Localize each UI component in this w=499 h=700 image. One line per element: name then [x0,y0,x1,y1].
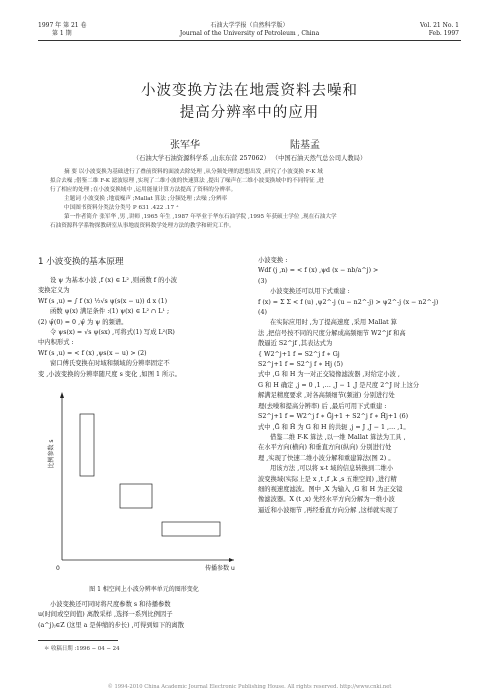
text-line: 窗口傅氏变换在时域和频域的分辨率固定不 [50,360,170,368]
y-axis-arrow [60,392,64,398]
author-bio: 石油资源科学系物探教研室从事地震资料数学处理方法的教学和研究工作。 [50,223,235,229]
equation-number: (4) [258,309,267,317]
header-rule [38,40,461,41]
equation-5b: S2^j+1 f = S2^j f ∗ Hj (5) [258,361,343,369]
text-line: 逼近和小波细节 ,再经垂直方向分解 ,这样就实现了 [258,506,399,514]
section-title: 1 小波变换的基本原理 [38,257,124,267]
text-line: (2) ψ̂(0) = 0 ,ψ̂ 为 ψ 的频谱。 [38,318,128,326]
left-column-text-after [38,600,250,631]
x-axis-arrow [229,558,234,562]
text-line: 小波变换还可以用下式重建 : [270,288,350,296]
header-journal-en: Journal of the University of Petroleum , China [179,30,320,37]
figure-xlabel: 传播参数 u [205,565,235,572]
header-volume-en: Vol. 21 No. 1 [419,22,459,29]
text-line: 散逼近 S2^jf ,其表达式为 [258,340,333,348]
author-2: 陆基孟 [290,140,320,151]
text-line: 波变换域(实际上是 x ,t ,f ,k ,s 五维空间) ,进行精 [258,475,397,483]
text-line: 解满足精度要求 ,对各高频细节(频道) 分别进行处 [258,392,395,400]
copyright-footer: © 1994-2010 China Academic Journal Electronic Publishing House. All rights reserved. http://www.cnki.net [107,684,392,690]
affiliation: （石油大学石油资源科学系 ,山东东营 257062） （中国石油天然气总公司人教局） [132,155,367,162]
text-line: 小波变换还可同时将尺度参数 s 和待播参数 [50,601,171,608]
header-year-volume: 1997 年 第 21 卷 [38,22,87,29]
text-line: 用该方法 ,可以将 x-t 域的信息转换到二维小 [270,465,394,473]
figure-origin: 0 [56,565,60,572]
text-line: 函数 ψ(x) 满足条件 :(1) ψ(x) ∈ L² ∩ L¹ ; [50,308,170,316]
classification: 中国图书资料分类法分类号 P 631 .422 .17 ⁺ [64,205,179,211]
equation-3: Wdf (j ,n) = < f (x) ,ψd (x − nb/a^j) > [258,267,379,275]
resolution-cell-narrow [80,414,94,476]
text-line: 细的视速度滤波。图中 ,X 为输入 ,G 和 H 为正交镜 [258,485,403,493]
header-issue: 第 1 期 [52,30,72,37]
text-line: 小波变换 : [258,257,288,264]
equation-4: f (x) = Σ Σ < f (u) ,ψ2^-j (u − n2^-j) > ψ2^-j (x − n2^-j) [258,298,439,306]
figure-caption: 图 1 相空间上小波分辨率单元的图形变化 [89,586,199,593]
resolution-cell-wide [162,522,220,536]
left-column-text [38,276,250,380]
equation-5a: { W2^j+1 f = S2^j f ∗ Gj [258,350,340,358]
author-bio: 第一作者简介 张军华 ,男 ,讲师 ,1965 年生 ,1987 年毕业于华东石油学院 ,1995 年获硕士学位 ,现在石油大学 [64,214,337,220]
text-line: G 和 H 确定 ,j = 0 ,1 ,… ,J − 1 ,J 是尺度 2^J 时上这分 [258,381,420,389]
footnote: ＊ 收稿日期 :1996 − 04 − 24 [44,646,120,652]
abstract-block [50,168,449,231]
resolution-cell-medium [120,484,152,508]
text-line: 理 ,实现了快速二维小波分解和重建算法(图 2) 。 [258,454,395,462]
text-line: 中内积形式 : [38,339,74,347]
text-line: 变 ,小波变换的分辨率随尺度 s 变化 ,如图 1 所示。 [38,370,181,378]
equation-6: S2^j+1 f = W2^j f ∗ Ḡj+1 + S2^j f ∗ H̄j+1 (6) [258,413,409,421]
header-journal-cn: 石油大学学报（自然科学版） [210,22,289,29]
text-line: 理(去噪和提高分辨率) 后 ,最后可用下式重建 : [258,402,387,410]
abstract-line: 拟合去噪 ;借鉴二维 F-K 滤波原理 ,实现了二维小波的快速算法 ,提出了噪声在二维小波变换域中的不同特征 ,进 [50,178,324,184]
equation-1: Wf (s ,u) = ∫ f (x) ½√s ψ(s(x − u)) d x (1) [38,297,168,305]
author-1: 张军华 [170,140,200,151]
equation-number: (3) [258,277,267,285]
figure-1-phase-space [44,388,244,578]
right-column-text [258,256,464,516]
figure-ylabel: 比例参数 s [48,439,55,469]
text-line: 法 ,把信号按不同的尺度分解成高频细节 W2^jf 和高 [258,329,406,337]
text-line: 式中 ,G 和 H 为一对正交镜像滤波器 ,对给定小波 , [258,371,400,379]
text-line: 令 ψs(x) = √s ψ(sx) ,可将式(1) 写成 L²(R) [50,329,175,337]
abstract-line: 摘 要 以小波变换为基础进行了叠前资料的面波去除处理 ,从分频处理的思想出发 ,研究了小波变换 F-K 域 [64,169,323,175]
text-line: u(时间或空间值) 离散采样 ,选择一系列比例因子 [38,611,173,619]
abstract-line: 行了相应的处理 ;在小波变换域中 ,运用能量计算方法提高了资料的分辨率。 [50,187,237,193]
text-line: 在实际应用时 ,为了提高速度 ,采用 Mallat 算 [270,319,397,327]
text-line: 在水平方向(横向) 和垂直方向(纵向) 分别进行处 [258,444,392,452]
title-line-2: 提高分辨率中的应用 [179,105,320,121]
title-line-1: 小波变换方法在地震资料去噪和 [141,83,358,99]
text-line: 式中 ,Ḡ 和 H̄ 为 G 和 H 的共轭 ,j = J ,J − 1 ,… ,1。 [258,423,410,431]
text-line: (a^j)ⱼ∈Z (这里 a 是伸缩的步长) ,可得到如下的离散 [38,621,185,629]
text-line: 设 ψ 为基本小波 ,f (x) ∈ L² ,则函数 f 的小波 [50,277,178,284]
header-date-en: Feb. 1997 [428,30,459,37]
keywords: 主题词 小波变换 ;地震噪声 ;Mallat 算法 ;分频处理 ;去噪 ;分辨率 [64,196,228,202]
footnote-rule [38,640,118,641]
text-line: 像滤波器。X (t ,x) 先经水平方向分解为一维小波 [258,496,395,504]
text-line: 借鉴二维 F-K 算法 ,以一维 Mallat 算法为工具 , [270,433,406,441]
equation-2: Wf (s ,u) = < f (x) ,ψs(x − u) > (2) [38,349,147,357]
text-line: 变换定义为 [38,287,70,295]
